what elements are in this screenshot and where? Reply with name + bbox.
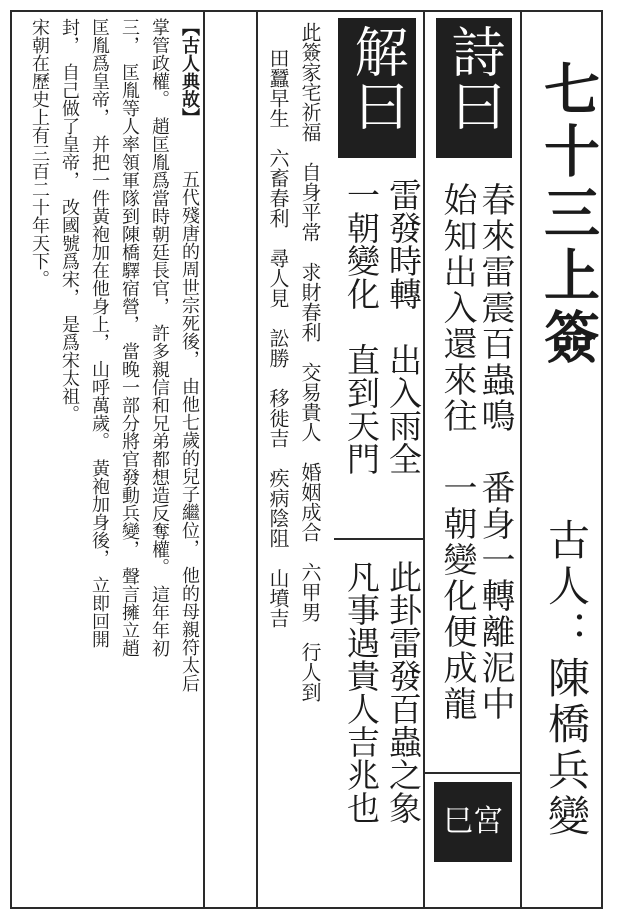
palace-label-box: [434, 782, 512, 862]
story-line-1: 五代殘唐的周世宗死後， 由他七歲的兒子繼位， 他的母親符太后: [179, 170, 200, 692]
judgement-line-1: 此卦雷發百蟲之象: [384, 560, 423, 824]
poem-line-1: 春來雷震百蟲鳴 番身一轉離泥中: [475, 182, 515, 722]
fortune-line-1: 此簽家宅祈福 自身平常 求財春利 交易貴人 婚姻成合 六甲男 行人到: [298, 22, 322, 702]
divider-fortune: [203, 10, 205, 909]
story-line-4: 匡胤爲皇帝， 并把一件黃袍加在他身上， 山呼萬歲。 黃袍加身後， 立即回開: [89, 18, 110, 648]
palace-label: 巳宮: [443, 804, 503, 839]
story-line-2: 掌管政權。 趙匡胤爲當時朝廷長官， 許多親信和兄弟都想造反奪權。 這年年初: [149, 18, 170, 657]
story-line-5: 封， 自己做了皇帝， 改國號爲宋， 是爲宋太祖。: [59, 18, 80, 423]
divider-explain: [256, 10, 258, 909]
explain-line-1: 雷發時轉 出入雨全: [384, 178, 423, 475]
story-line-3: 三， 匡胤等人率領軍隊到陳橋驛宿營， 當晚一部分將官發動兵變， 聲言擁立趙: [119, 18, 140, 657]
divider-judgement: [334, 538, 423, 540]
explain-label: 解曰: [346, 24, 409, 132]
judgement-line-2: 凡事遇貴人吉兆也: [342, 560, 381, 824]
story-heading: 【古人典故】: [179, 18, 200, 126]
fortune-line-2: 田蠶早生 六畜春利 尋人見 訟勝 移徙吉 疾病陰阻 山墳吉: [266, 48, 290, 628]
poem-label: 詩曰: [443, 24, 506, 132]
divider-palace: [423, 772, 522, 774]
poem-line-2: 始知出入還來往 一朝變化便成龍: [437, 182, 477, 722]
divider-title: [520, 10, 522, 909]
story-line-6: 宋朝在歷史上有三百二十年天下。: [29, 18, 50, 288]
sign-title: 七十三上簽: [535, 60, 601, 370]
explain-line-2: 一朝變化 直到天門: [342, 178, 381, 475]
poem-label-box: [436, 18, 512, 158]
ancient-person: 古人：陳橋兵變: [542, 518, 591, 840]
explain-label-box: [338, 18, 416, 158]
